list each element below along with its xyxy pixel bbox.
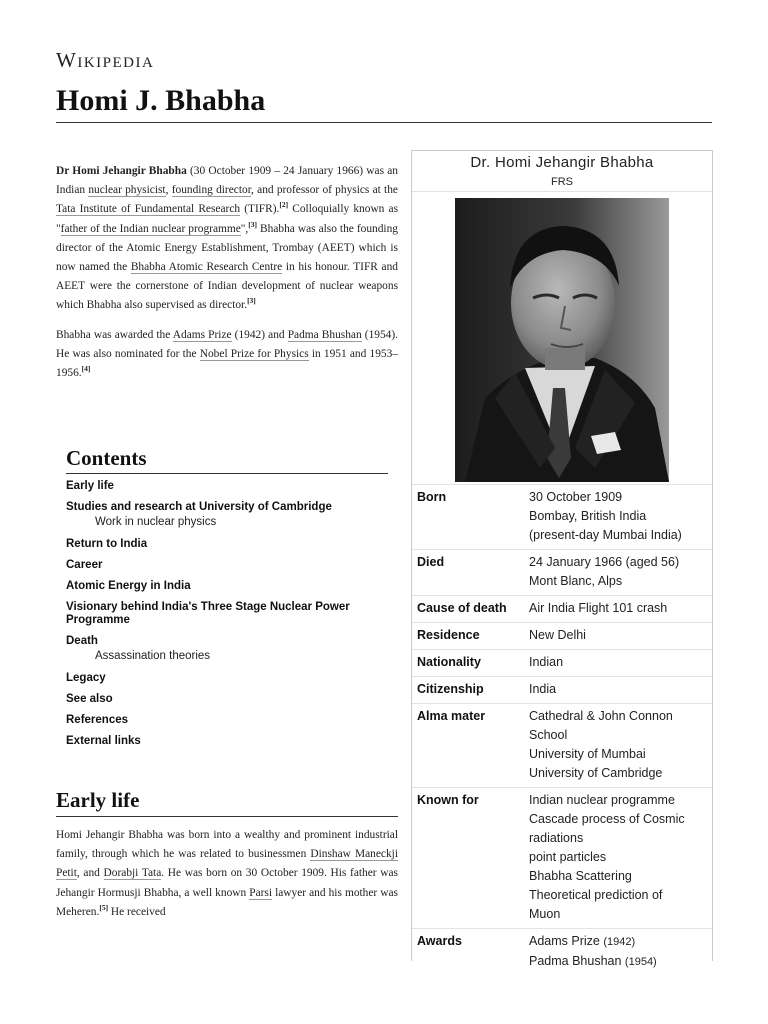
link-dinshaw-petit[interactable]: Dinshaw Maneckji Petit <box>56 848 399 880</box>
link-tifr[interactable]: Tata Institute of Fundamental Research <box>56 203 241 216</box>
infobox-label: Alma mater <box>417 709 486 723</box>
infobox-value: 24 January 1966 (aged 56) Mont Blanc, Alps <box>529 555 680 588</box>
infobox-value: India <box>529 682 557 696</box>
infobox-label: Born <box>417 490 447 504</box>
infobox-name: Dr. Homi Jehangir Bhabha <box>470 154 654 171</box>
portrait-image <box>455 198 669 482</box>
toc-item-external-links[interactable]: External links <box>66 735 141 747</box>
link-dorabji-tata[interactable]: Dorabji Tata <box>103 867 162 880</box>
infobox-value: Air India Flight 101 crash <box>529 601 668 615</box>
toc-item-early-life[interactable]: Early life <box>66 480 114 492</box>
infobox-rows <box>412 484 712 976</box>
infobox-row-cause-of-death <box>412 595 712 622</box>
subject-name: Dr Homi Jehangir Bhabha <box>56 165 187 177</box>
portrait-photo[interactable] <box>455 198 669 482</box>
toc-title: Contents <box>66 446 388 474</box>
infobox-label: Awards <box>417 934 462 948</box>
link-padma-bhushan[interactable]: Padma Bhushan <box>287 328 362 341</box>
infobox-row-alma-mater <box>412 703 712 787</box>
infobox-label: Cause of death <box>417 601 507 615</box>
article-intro <box>56 162 398 393</box>
infobox-row-residence <box>412 622 712 649</box>
infobox-value: Indian <box>529 655 564 669</box>
link-barc[interactable]: Bhabha Atomic Research Centre <box>130 261 283 274</box>
intro-paragraph-2: Bhabha was awarded the Adams Prize (1942) and Padma Bhushan (1954). He was also nominated for the Nobel Prize for Physics in 1951 and 1953–1956.[4] <box>56 328 399 380</box>
citation-3[interactable]: [3] <box>248 219 258 229</box>
page-title: Homi J. Bhabha <box>56 84 712 123</box>
toc-item-three-stage[interactable]: Visionary behind India's Three Stage Nuclear Power Programme <box>66 601 350 626</box>
section-heading-early-life: Early life <box>56 788 398 817</box>
infobox-row-died <box>412 549 712 595</box>
infobox-label: Known for <box>417 793 479 807</box>
infobox-row-awards <box>412 928 712 976</box>
infobox-value: New Delhi <box>529 628 586 642</box>
infobox-label: Citizenship <box>417 682 484 696</box>
toc-item-legacy[interactable]: Legacy <box>66 672 106 684</box>
link-parsi[interactable]: Parsi <box>249 886 273 899</box>
infobox-label: Nationality <box>417 655 481 669</box>
citation-3b[interactable]: [3] <box>247 296 256 306</box>
table-of-contents <box>66 446 388 756</box>
toc-subitem-nuclear-physics[interactable]: Work in nuclear physics <box>95 516 217 528</box>
link-nuclear-physicist[interactable]: nuclear physicist <box>88 184 166 197</box>
link-founding-director[interactable]: founding director <box>171 184 252 197</box>
infobox-label: Residence <box>417 628 480 642</box>
toc-item-see-also[interactable]: See also <box>66 693 113 705</box>
infobox-label: Died <box>417 555 445 569</box>
toc-item-death[interactable]: Death <box>66 635 98 647</box>
infobox-value: Adams Prize (1942) Padma Bhushan (1954) <box>529 934 657 968</box>
link-adams-prize[interactable]: Adams Prize <box>172 328 232 341</box>
infobox-value: Indian nuclear programme Cascade process of Cosmic radiations point particles Bhabha Scattering Theoretical prediction of Muon <box>529 793 685 921</box>
infobox <box>411 150 713 968</box>
toc-item-career[interactable]: Career <box>66 559 103 571</box>
citation-2[interactable]: [2] <box>279 200 289 210</box>
infobox-post-nominal: FRS <box>412 173 712 192</box>
infobox-row-citizenship <box>412 676 712 703</box>
citation-5[interactable]: [5] <box>99 903 109 913</box>
toc-item-atomic-energy[interactable]: Atomic Energy in India <box>66 580 191 592</box>
wikipedia-wordmark[interactable]: Wikipedia <box>56 48 155 72</box>
early-life-paragraph: Homi Jehangir Bhabha was born into a wealthy and prominent industrial family, through which he was related to businessmen Dinshaw Maneckji Petit, and Dorabji Tata. He was born on 30 October 1909. His father was Jehangir Hormusji Bhabha, a well known Parsi lawyer and his mother was Meheren.[5] He received <box>56 829 399 918</box>
infobox-row-known-for <box>412 787 712 928</box>
infobox-value: 30 October 1909 Bombay, British India (present-day Mumbai India) <box>529 490 682 542</box>
infobox-row-born <box>412 484 712 549</box>
toc-subitem-assassination[interactable]: Assassination theories <box>95 650 211 662</box>
intro-paragraph-1: Dr Homi Jehangir Bhabha (30 October 1909 – 24 January 1966) was an Indian nuclear physicist, founding director, and professor of physics at the Tata Institute of Fundamental Research (TIFR).[2] Colloquially known as "father of the Indian nuclear programme",[3] Bhabha was also the founding director of the Atomic Energy Establishment, Trombay (AEET) which is now named the Bhabha Atomic Research Centre in his honour. TIFR and AEET were the cornerstone of Indian development of nuclear weapons which Bhabha also supervised as director.[3] <box>56 165 399 312</box>
toc-item-references[interactable]: References <box>66 714 129 726</box>
infobox-value: Cathedral & John Connon School University of Mumbai University of Cambridge <box>529 709 673 780</box>
link-indian-nuclear-programme[interactable]: father of the Indian nuclear programme <box>60 222 241 235</box>
citation-4[interactable]: [4] <box>81 364 91 374</box>
infobox-row-nationality <box>412 649 712 676</box>
toc-item-return-to-india[interactable]: Return to India <box>66 538 148 550</box>
link-nobel-prize-physics[interactable]: Nobel Prize for Physics <box>199 347 309 360</box>
toc-item-cambridge[interactable]: Studies and research at University of Cambridge <box>66 501 332 513</box>
